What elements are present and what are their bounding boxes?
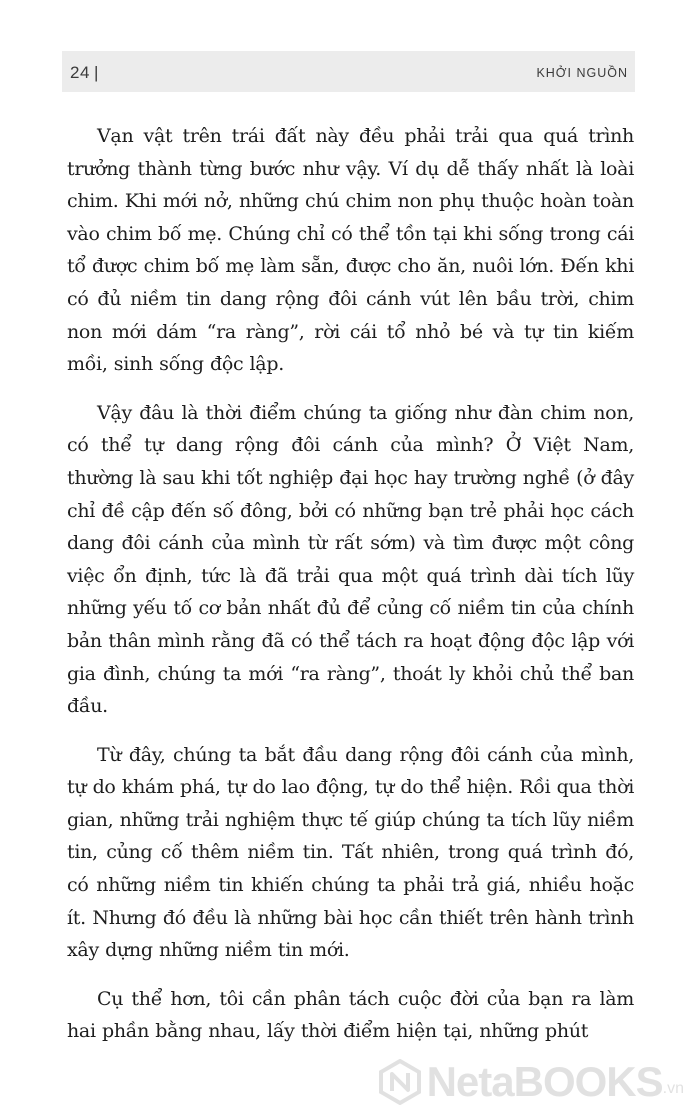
paragraph-4: Cụ thể hơn, tôi cần phân tách cuộc đời của bạn ra làm hai phần bằng nhau, lấy thời điểm hiện tại, những phút [67, 987, 634, 1043]
paragraph-2: Vậy đâu là thời điểm chúng ta giống như đàn chim non, có thể tự dang rộng đôi cánh của mình? Ở Việt Nam, thường là sau khi tốt nghiệp đại học hay trường nghề (ở đây chỉ đề cập đến số đông, bởi có những bạn trẻ phải học cách dang đôi cánh của mình từ rất sớm) và tìm được một công việc ổn định, tức là đã trải qua một quá trình dài tích lũy những yếu tố cơ bản nhất đủ để củng cố niềm tin của chính bản thân mình rằng đã có thể tách ra hoạt động độc lập với gia đình, chúng ta mới “ra ràng”, thoát ly khỏi chủ thể ban đầu. [67, 401, 634, 718]
paragraph-1: Vạn vật trên trái đất này đều phải trải qua quá trình trưởng thành từng bước như vậy. Ví dụ dễ thấy nhất là loài chim. Khi mới nở, những chú chim non phụ thuộc hoàn toàn vào chim bố mẹ. Chúng chỉ có thể tồn tại khi sống trong cái tổ được chim bố mẹ làm sẵn, được cho ăn, nuôi lớn. Đến khi có đủ niềm tin dang rộng đôi cánh vút lên bầu trời, chim non mới dám “ra ràng”, rời cái tổ nhỏ bé và tự tin kiếm mồi, sinh sống độc lập. [67, 125, 634, 376]
watermark [379, 1058, 684, 1106]
header-separator: | [94, 63, 99, 82]
body-text [67, 120, 634, 1064]
netabooks-logo-icon [379, 1059, 421, 1105]
page-number: 24 [70, 63, 90, 82]
watermark-brand: NetaBOOKS [426, 1058, 663, 1105]
paragraph-3: Từ đây, chúng ta bắt đầu dang rộng đôi cánh của mình, tự do khám phá, tự do lao động, tự do thể hiện. Rồi qua thời gian, những trải nghiệm thực tế giúp chúng ta tích lũy niềm tin, củng cố thêm niềm tin. Tất nhiên, trong quá trình đó, có những niềm tin khiến chúng ta phải trả giá, nhiều hoặc ít. Nhưng đó đều là những bài học cần thiết trên hành trình xây dựng những niềm tin mới. [67, 743, 634, 962]
watermark-suffix: .vn [662, 1080, 684, 1097]
running-title: KHỞI NGUỒN [536, 66, 628, 80]
